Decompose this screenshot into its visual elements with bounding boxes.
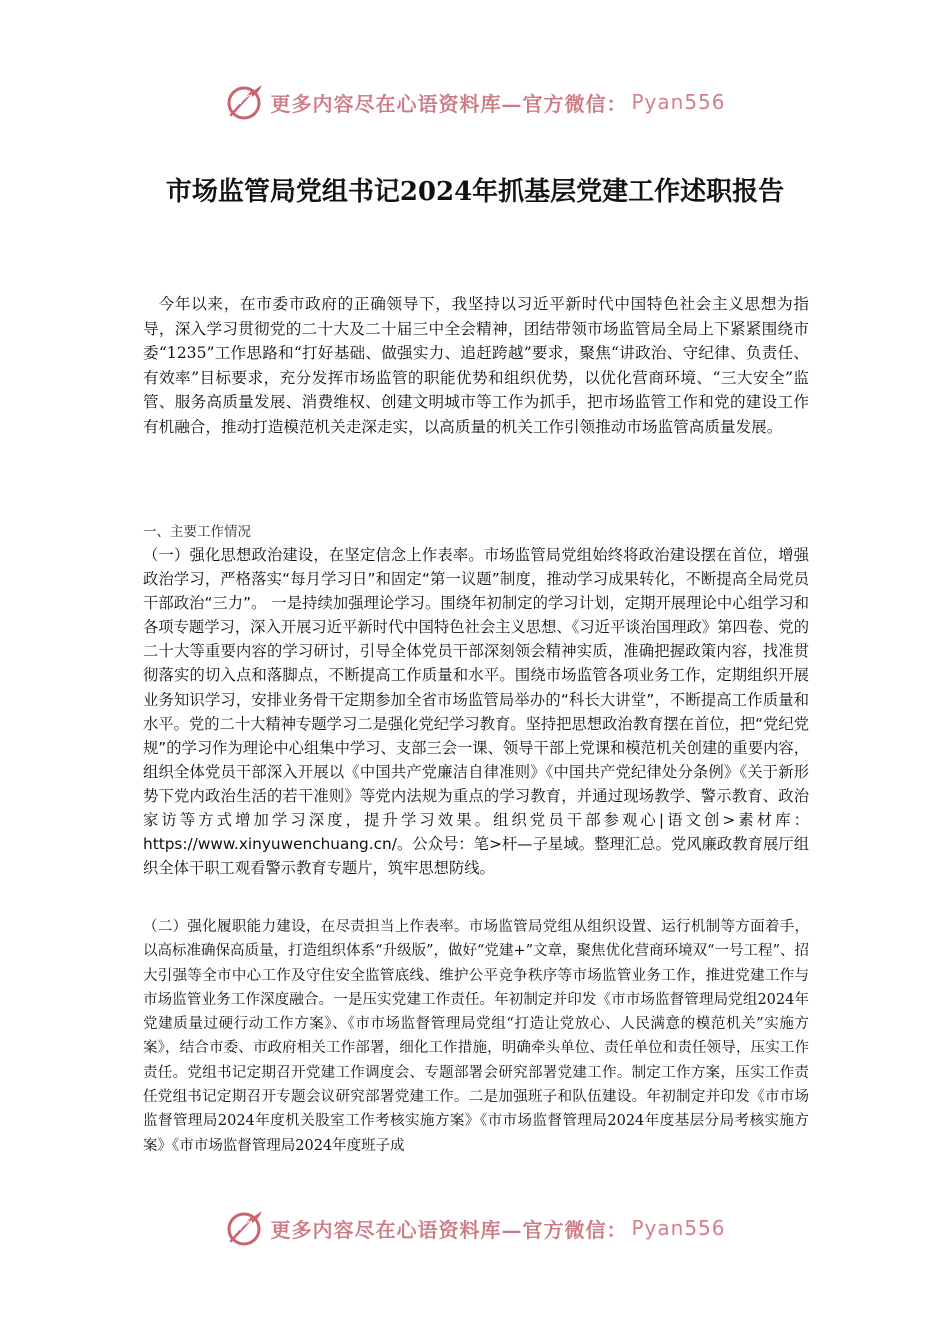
body-paragraph-1: （一）强化思想政治建设，在坚定信念上作表率。市场监管局党组始终将政治建设摆在首位，增强政治学习，严格落实“每月学习日”和固定“第一议题”制度，推动学习成果转化，不断提高全局党员干部政治“三力”。 一是持续加强理论学习。围绕年初制定的学习计划，定期开展理论中心组学习和各项专题学习，深入开展习近平新时代中国特色社会主义思想、《习近平谈治国理政》第四卷、党的二十大等重要内容的学习研讨，引导全体党员干部深刻领会精神实质，准确把握政策内容，找准贯彻落实的切入点和落脚点，不断提高工作质量和水平。围绕市场监管各项业务工作，定期组织开展业务知识学习，安排业务骨干定期参加全省市场监管局举办的“科长大讲堂”，不断提高工作质量和水平。党的二十大精神专题学习二是强化党纪学习教育。坚持把思想政治教育摆在首位，把“党纪党规”的学习作为理论中心组集中学习、支部三会一课、领导干部上党课和模范机关创建的重要内容，组织全体党员干部深入开展以《中国共产党廉洁自律准则》《中国共产党纪律处分条例》《关于新形势下党内政治生活的若干准则》等党内法规为重点的学习教育，并通过现场教学、警示教育、政治家访等方式增加学习深度，提升学习效果。组织党员干部参观心|语文创>素材库：https://www.xinyuwenchuang.cn/。公众号：笔>杆—子星域。整理汇总。党风廉政教育展厅组织全体干职工观看警示教育专题片，筑牢思想防线。	[143, 546, 809, 878]
intro-paragraph: 今年以来，在市委市政府的正确领导下，我坚持以习近平新时代中国特色社会主义思想为指导，深入学习贯彻党的二十大及二十届三中全会精神，团结带领市场监管局全局上下紧紧围绕市委“1235”工作思路和“打好基础、做强实力、追赶跨越”要求，聚焦“讲政治、守纪律、负责任、有效率”目标要求，充分发挥市场监管的职能优势和组织优势，以优化营商环境、“三大安全”监管、服务高质量发展、消费维权、创建文明城市等工作为抓手，把市场监管工作和党的建设工作有机融合，推动打造模范机关走深走实，以高质量的机关工作引领推动市场监管高质量发展。	[143, 295, 809, 436]
quill-logo-icon	[224, 1208, 264, 1248]
body-paragraph-2: （二）强化履职能力建设，在尽责担当上作表率。市场监管局党组从组织设置、运行机制等方面着手，以高标准确保高质量，打造组织体系“升级版”，做好“党建+”文章，聚焦优化营商环境双“一号工程”、招大引强等全市中心工作及守住安全监管底线、维护公平竞争秩序等市场监管业务工作，推进党建工作与市场监管业务工作深度融合。一是压实党建工作责任。年初制定并印发《市市场监督管理局党组2024年党建质量过硬行动工作方案》、《市市场监督管理局党组“打造让党放心、人民满意的模范机关”实施方案》，结合市委、市政府相关工作部署，细化工作措施，明确牵头单位、责任单位和责任领导，压实工作责任。党组书记定期召开党建工作调度会、专题部署会研究部署党建工作。制定工作方案，压实工作责任党组书记定期召开专题会议研究部署党建工作。二是加强班子和队伍建设。年初制定并印发《市市场监督管理局2024年度机关股室工作考核实施方案》《市市场监督管理局2024年度基层分局考核实施方案》《市市场监督管理局2024年度班子成	[143, 919, 809, 1154]
watermark-header	[0, 82, 950, 122]
section-heading: 一、主要工作情况	[143, 524, 251, 540]
watermark-wechat-id: Pyan556	[631, 1216, 726, 1240]
watermark-text: 更多内容尽在心语资料库—官方微信：	[270, 91, 628, 116]
watermark-text: 更多内容尽在心语资料库—官方微信：	[270, 1217, 628, 1242]
quill-logo-icon	[224, 82, 264, 122]
document-title: 市场监管局党组书记2024年抓基层党建工作述职报告	[165, 177, 785, 208]
watermark-footer	[0, 1208, 950, 1248]
watermark-wechat-id: Pyan556	[631, 90, 726, 114]
